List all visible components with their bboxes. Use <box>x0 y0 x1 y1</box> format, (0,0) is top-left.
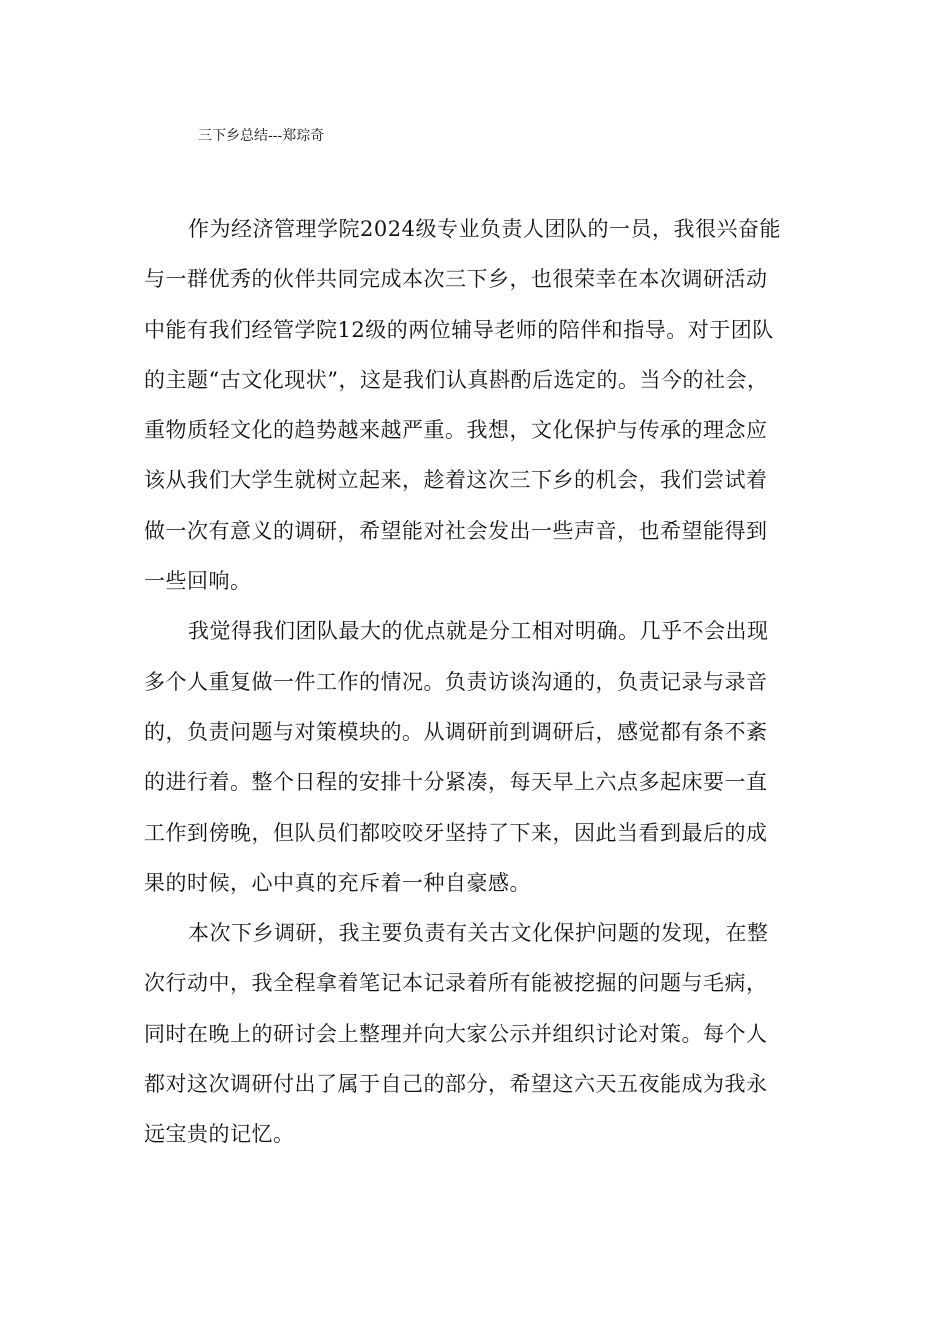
text-line: 一些回响。 <box>144 569 252 594</box>
text-line: 远宝贵的记忆。 <box>144 1122 295 1147</box>
document-title: 三下乡总结---郑琮奇 <box>198 128 325 144</box>
text-line: 工作到傍晚，但队员们都咬咬牙坚持了下来，因此当看到最后的成 <box>144 820 768 845</box>
text-line: 的，负责问题与对策模块的。从调研前到调研后，感觉都有条不紊 <box>144 719 768 744</box>
text-line: 该从我们大学生就树立起来，趁着这次三下乡的机会，我们尝试着 <box>144 468 768 493</box>
text-line: 与一群优秀的伙伴共同完成本次三下乡，也很荣幸在本次调研活动 <box>144 267 768 292</box>
text-line: 我觉得我们团队最大的优点就是分工相对明确。几乎不会出现 <box>188 619 769 644</box>
text-line: 本次下乡调研，我主要负责有关古文化保护问题的发现，在整 <box>188 921 769 946</box>
text-line: 的进行着。整个日程的安排十分紧凑，每天早上六点多起床要一直 <box>144 770 768 795</box>
document-body <box>144 204 814 1160</box>
text-line: 都对这次调研付出了属于自己的部分，希望这六天五夜能成为我永 <box>144 1072 768 1097</box>
paragraph-2 <box>144 606 814 908</box>
text-line: 做一次有意义的调研，希望能对社会发出一些声音，也希望能得到 <box>144 518 768 543</box>
text-line: 次行动中，我全程拿着笔记本记录着所有能被挖掘的问题与毛病， <box>144 971 768 996</box>
text-line: 重物质轻文化的趋势越来越严重。我想，文化保护与传承的理念应 <box>144 418 768 443</box>
text-line: 的主题“古文化现状”，这是我们认真斟酌后选定的。当今的社会， <box>144 367 769 392</box>
text-line: 多个人重复做一件工作的情况。负责访谈沟通的，负责记录与录音 <box>144 669 768 694</box>
paragraph-3 <box>144 908 814 1159</box>
text-line: 中能有我们经管学院12级的两位辅导老师的陪伴和指导。对于团队 <box>144 317 774 342</box>
paragraph-1 <box>144 204 814 606</box>
text-line: 果的时候，心中真的充斥着一种自豪感。 <box>144 870 531 895</box>
text-line: 作为经济管理学院2024级专业负责人团队的一员，我很兴奋能 <box>188 217 781 241</box>
text-line: 同时在晚上的研讨会上整理并向大家公示并组织讨论对策。每个人 <box>144 1021 768 1046</box>
